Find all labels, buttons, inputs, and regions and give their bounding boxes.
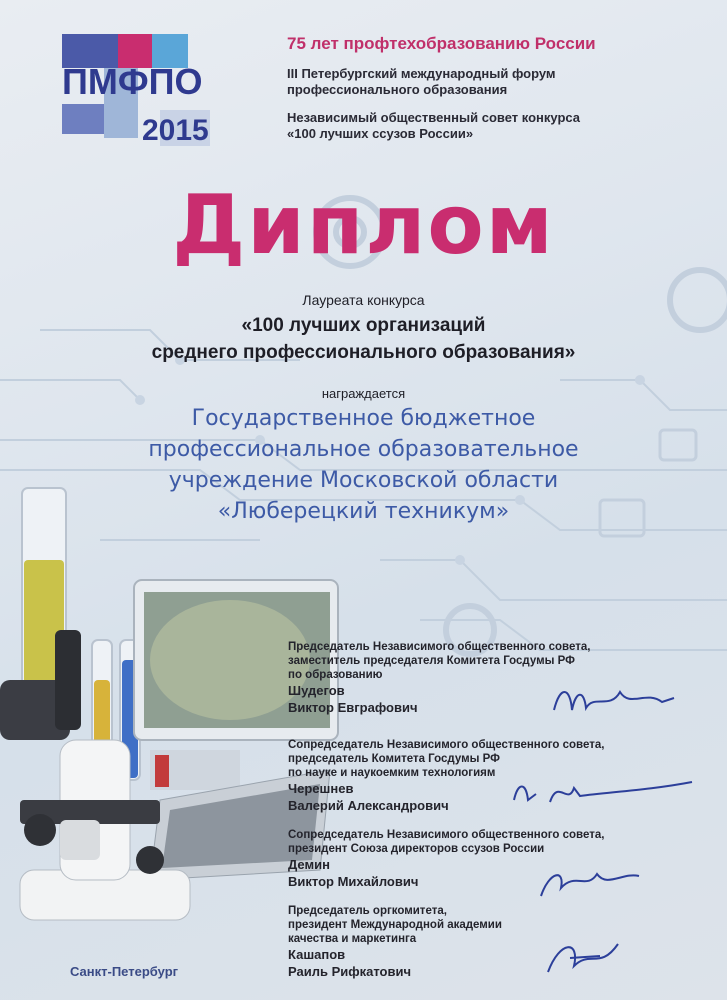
signer-position: Председатель оргкомитета, — [288, 905, 447, 917]
signer-given-name: Виктор Евграфович — [288, 700, 418, 715]
signer-position: президент Союза директоров ссузов России — [288, 843, 545, 855]
recipient-line-2: профессиональное образовательное — [148, 437, 579, 462]
signer-surname: Кашапов — [288, 947, 346, 962]
signature-1 — [550, 680, 680, 720]
signer-position: по образованию — [288, 669, 383, 681]
council-name — [287, 110, 687, 142]
signature-3 — [535, 862, 645, 902]
signer-4 — [288, 904, 708, 980]
anniversary-line: 75 лет профтехобразованию России — [287, 34, 596, 53]
signer-position: заместитель председателя Комитета Госдумы РФ — [288, 655, 575, 667]
contest-name — [0, 312, 727, 366]
signer-position: по науке и наукоемким технологиям — [288, 767, 496, 779]
signer-surname: Шудегов — [288, 683, 345, 698]
forum-line-1: III Петербургский международный форум — [287, 66, 556, 81]
recipient-line-3: учреждение Московской области — [168, 468, 559, 493]
signer-position: Сопредседатель Независимого общественного совета, — [288, 829, 605, 841]
signature-2 — [510, 772, 700, 812]
city-label: Санкт-Петербург — [70, 964, 179, 979]
forum-line-2: профессионального образования — [287, 82, 508, 97]
signer-position: Сопредседатель Независимого общественного совета, — [288, 739, 605, 751]
signer-given-name: Виктор Михайлович — [288, 874, 419, 889]
logo-year: 2015 — [142, 114, 209, 147]
council-line-2: «100 лучших ссузов России» — [287, 126, 474, 141]
laureate-label: Лауреата конкурса — [302, 292, 425, 308]
signer-given-name: Валерий Александрович — [288, 798, 449, 813]
diploma-title: Диплом — [172, 178, 555, 273]
contest-line-2: среднего профессионального образования» — [151, 342, 576, 363]
signer-surname: Черешнев — [288, 781, 354, 796]
signer-given-name: Раиль Рифкатович — [288, 964, 412, 979]
forum-logo — [60, 34, 232, 152]
awarded-label: награждается — [321, 386, 406, 401]
contest-line-1: «100 лучших организаций — [241, 315, 486, 336]
signature-4 — [540, 936, 630, 980]
signer-position: качества и маркетинга — [288, 933, 417, 945]
logo-abbr: ПМФПО — [62, 61, 203, 102]
council-line-1: Независимый общественный совет конкурса — [287, 110, 581, 125]
forum-name — [287, 66, 687, 98]
signer-position: председатель Комитета Госдумы РФ — [288, 753, 500, 765]
signer-position: Председатель Независимого общественного совета, — [288, 641, 591, 653]
signer-position: президент Международной академии — [288, 919, 502, 931]
recipient-line-1: Государственное бюджетное — [191, 406, 536, 431]
signer-surname: Демин — [288, 857, 330, 872]
recipient-line-4: «Люберецкий техникум» — [217, 499, 510, 524]
recipient-name — [0, 403, 727, 527]
signer-3 — [288, 828, 708, 890]
